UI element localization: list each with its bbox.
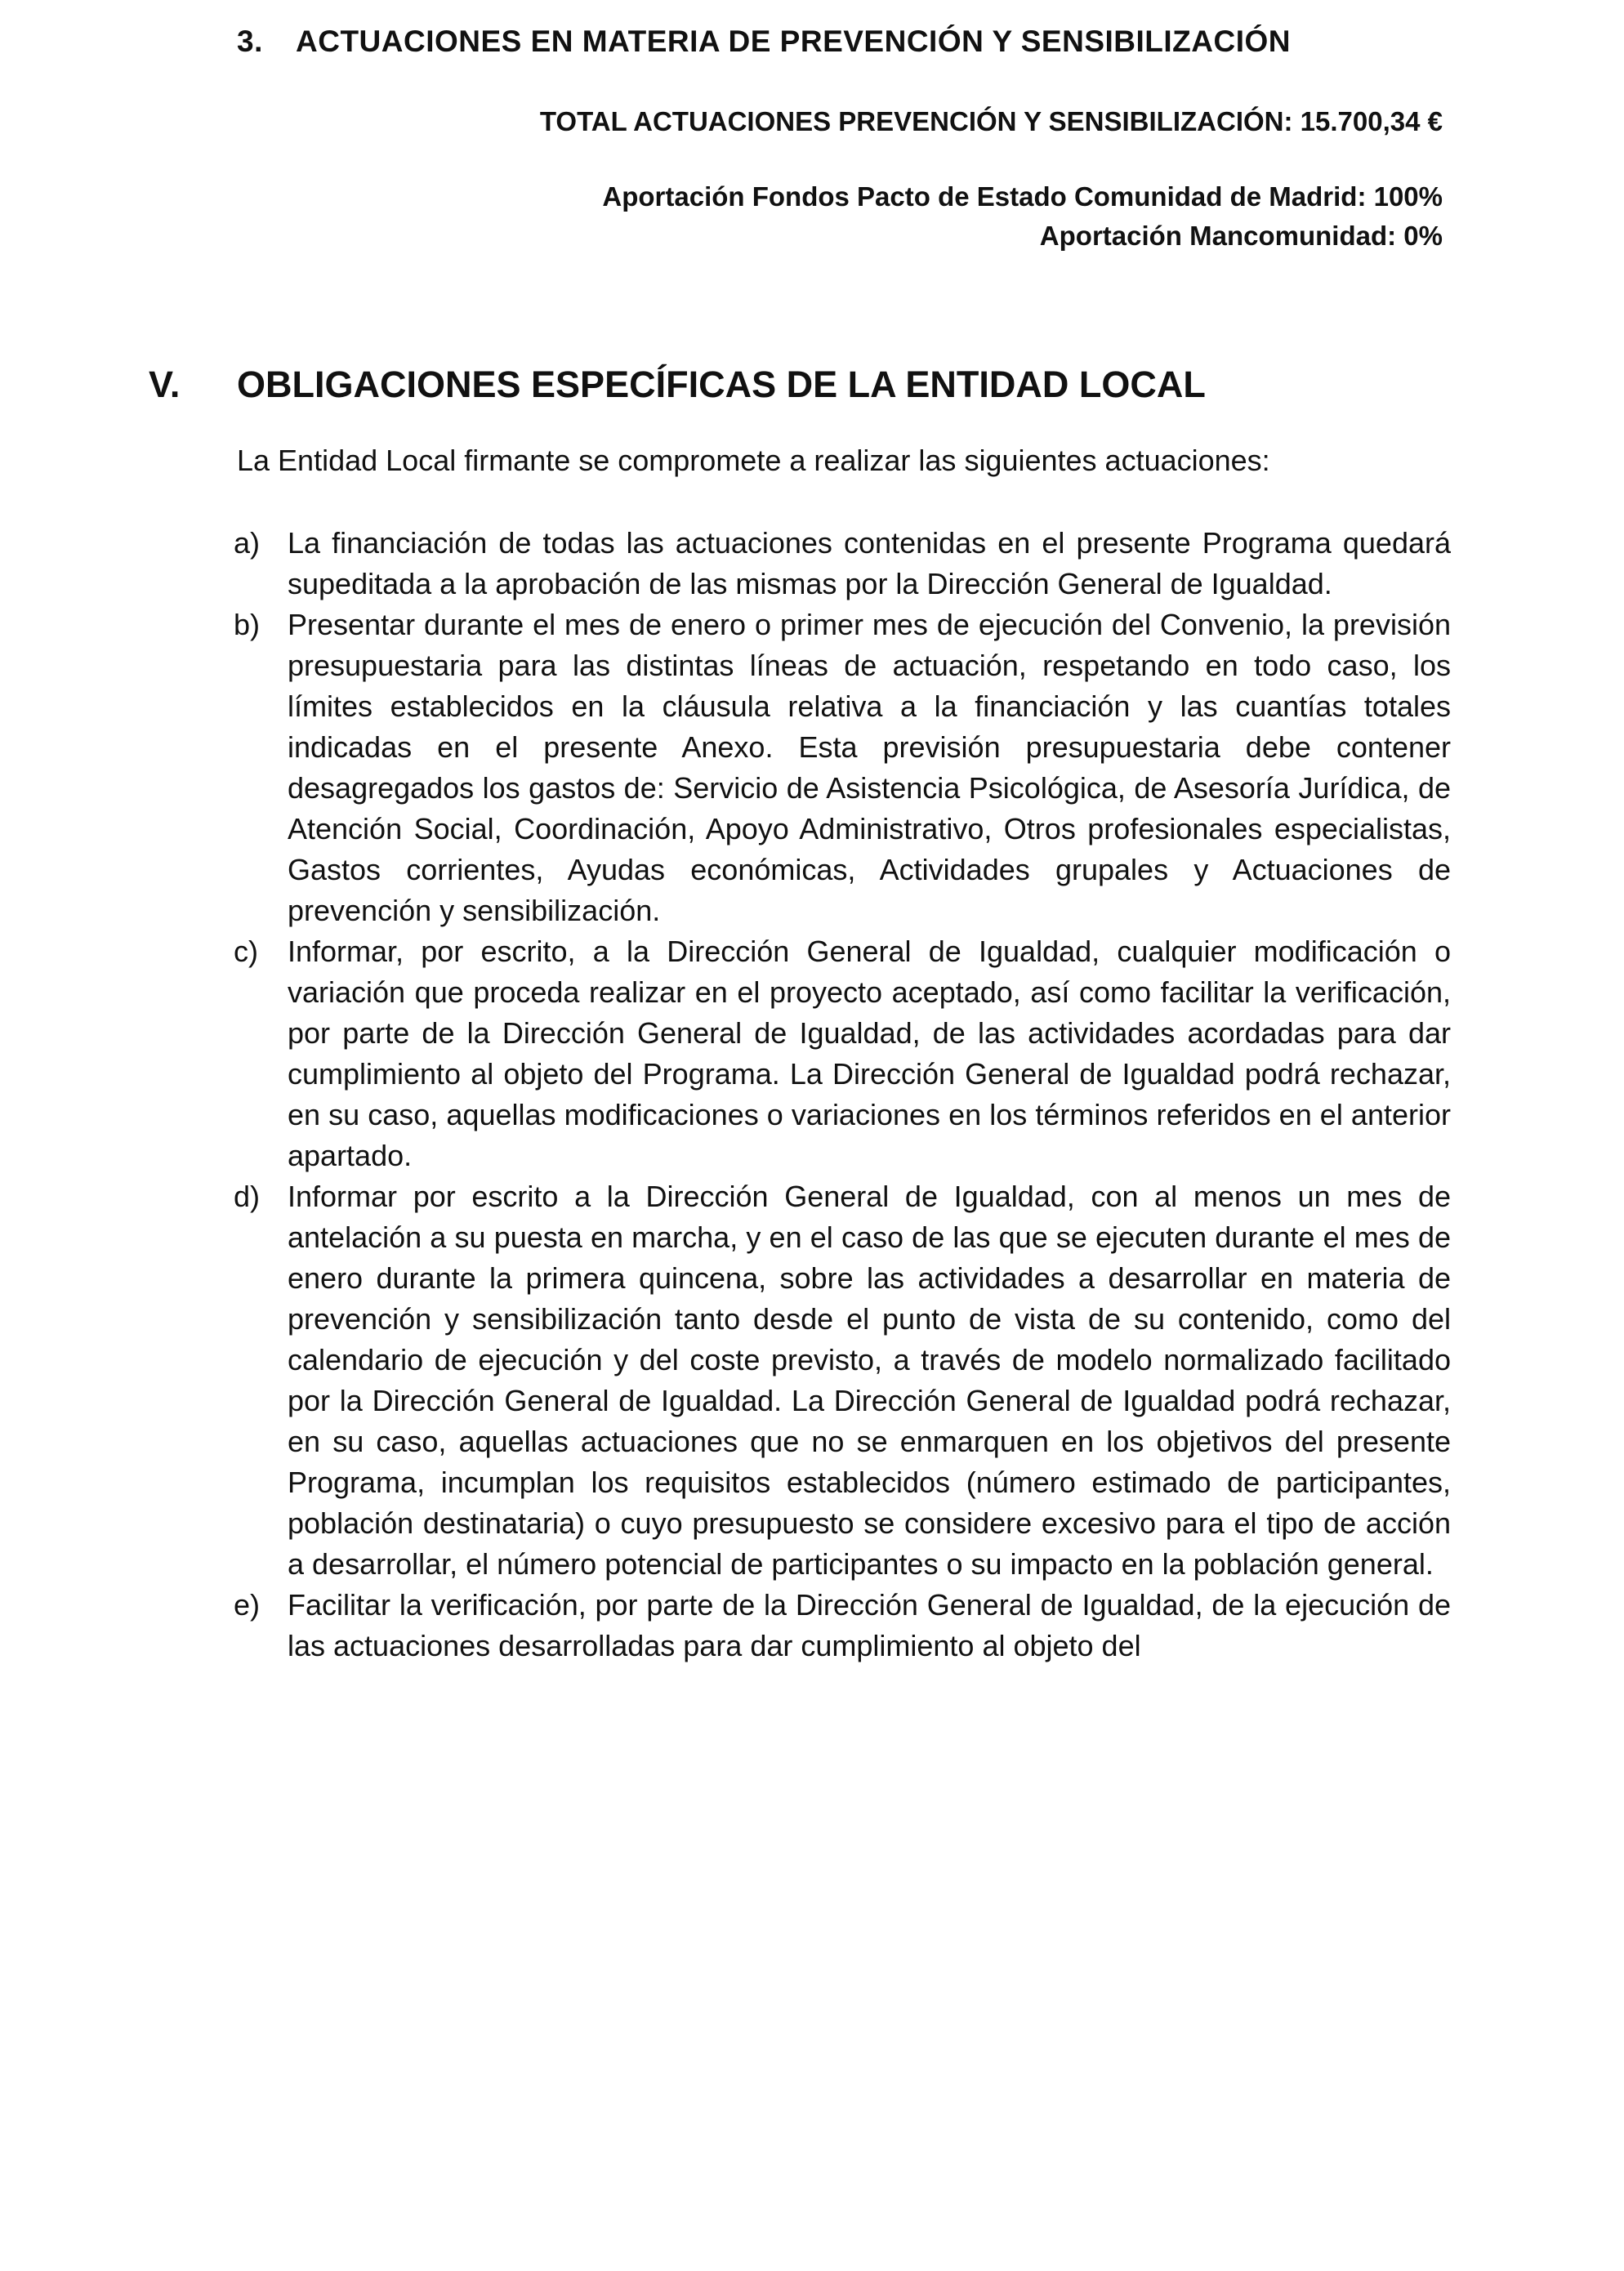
section-v-number: V. xyxy=(149,364,181,405)
section-v-heading xyxy=(149,364,1206,406)
list-item-marker: b) xyxy=(234,608,261,641)
list-item-marker: d) xyxy=(234,1180,261,1213)
list-item xyxy=(234,523,1451,605)
list-item-marker: c) xyxy=(234,935,258,968)
section-3-number: 3. xyxy=(237,25,263,58)
total-prevention-line: TOTAL ACTUACIONES PREVENCIÓN Y SENSIBILIZACIÓN: 15.700,34 € xyxy=(539,106,1443,136)
list-item xyxy=(234,1176,1451,1585)
list-item-text: Presentar durante el mes de enero o primer mes de ejecución del Convenio, la previsión presupuestaria para las distintas líneas de actuación, respetando en todo caso, los límites establecidos en la cláusula relativa a la financiación y las cuantías totales indicadas en el presente Anexo. Esta previsión presupuestaria debe contener desagregados los gastos de: Servicio de Asistencia Psicológica, de Asesoría Jurídica, de Atención Social, Coordinación, Apoyo Administrativo, Otros profesionales especialistas, Gastos corrientes, Ayudas económicas, Actividades grupales y Actuaciones de prevención y sensibilización. xyxy=(288,608,1451,927)
list-item-text: Facilitar la verificación, por parte de la Dirección General de Igualdad, de la ejecución de las actuaciones desarrolladas para dar cumplimiento al objeto del xyxy=(288,1588,1451,1662)
list-item xyxy=(234,931,1451,1176)
list-item-text: Informar, por escrito, a la Dirección General de Igualdad, cualquier modificación o variación que proceda realizar en el proyecto aceptado, así como facilitar la verificación, por parte de la Dirección General de Igualdad, de las actividades acordadas para dar cumplimiento al objeto del Programa. La Dirección General de Igualdad podrá rechazar, en su caso, aquellas modificaciones o variaciones en los términos referidos en el anterior apartado. xyxy=(288,935,1451,1172)
obligations-list xyxy=(234,523,1451,1666)
funding-line-state-pact: Aportación Fondos Pacto de Estado Comunidad de Madrid: 100% xyxy=(602,181,1443,212)
list-item-marker: e) xyxy=(234,1588,261,1622)
list-item-text: Informar por escrito a la Dirección General de Igualdad, con al menos un mes de antelación a su puesta en marcha, y en el caso de las que se ejecuten durante el mes de enero durante la primera quincena, sobre las actividades a desarrollar en materia de prevención y sensibilización tanto desde el punto de vista de su contenido, como del calendario de ejecución y del coste previsto, a través de modelo normalizado facilitado por la Dirección General de Igualdad. La Dirección General de Igualdad podrá rechazar, en su caso, aquellas actuaciones que no se enmarquen en los objetivos del presente Programa, incumplan los requisitos establecidos (número estimado de participantes, población destinataria) o cuyo presupuesto se considere excesivo para el tipo de acción a desarrollar, el número potencial de participantes o su impacto en la población general. xyxy=(288,1180,1451,1581)
section-v-intro: La Entidad Local firmante se compromete a realizar las siguientes actuaciones: xyxy=(237,444,1270,477)
list-item xyxy=(234,605,1451,931)
list-item-text: La financiación de todas las actuaciones contenidas en el presente Programa quedará supeditada a la aprobación de las mismas por la Dirección General de Igualdad. xyxy=(288,526,1451,600)
funding-line-mancomunidad: Aportación Mancomunidad: 0% xyxy=(1039,221,1443,251)
list-item-marker: a) xyxy=(234,526,261,560)
section-v-title: OBLIGACIONES ESPECÍFICAS DE LA ENTIDAD LOCAL xyxy=(237,364,1206,405)
section-3-heading xyxy=(237,25,1291,59)
section-3-title: ACTUACIONES EN MATERIA DE PREVENCIÓN Y SENSIBILIZACIÓN xyxy=(296,25,1291,58)
list-item xyxy=(234,1585,1451,1666)
